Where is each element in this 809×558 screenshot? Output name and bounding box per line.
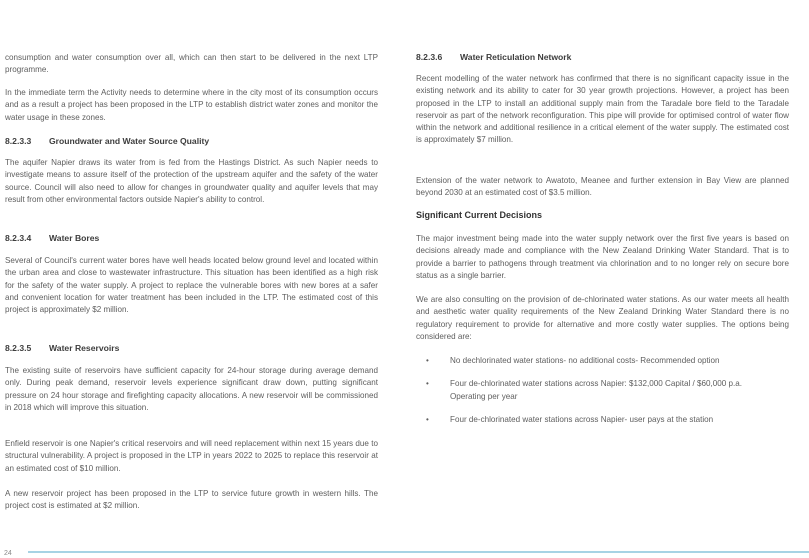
groundwater-paragraph: The aquifer Napier draws its water from is fed from the Hastings District. As such Napier needs to investigate means to assure itself of the protection of the upstream aquifer and the safety of the water source. Council will also need to allow for changes in groundwater quality and aquifer levels that may result from other environmental factors outside Napier's ability to control. <box>5 158 378 204</box>
option-text: No dechlorinated water stations- no additional costs- Recommended option <box>450 356 720 365</box>
footer-divider <box>28 551 809 553</box>
reservoirs-paragraph-2: Enfield reservoir is one Napier's critical reservoirs and will need replacement within next 15 years due to structural vulnerability. A project is proposed in the LTP in years 2022 to 2025 to replace this reservoir at an estimated cost of $10 million. <box>5 439 378 473</box>
decisions-paragraph-2: We are also consulting on the provision of de-chlorinated water stations. As our water meets all health and aesthetic water quality requirements of the New Zealand Drinking Water Standard there is no regulatory requirement to provide for alternative and more costly water supplies. The options being considered are: <box>416 295 789 341</box>
reservoirs-paragraph-3: A new reservoir project has been proposed in the LTP to service future growth in western hills. The project cost is estimated at $2 million. <box>5 489 378 511</box>
option-text: Four de-chlorinated water stations across Napier: $132,000 Capital / $60,000 p.a. Operating per year <box>450 379 742 401</box>
intro-paragraph-2: In the immediate term the Activity needs to determine where in the city most of its consumption occurs and as a result a project has been proposed in the LTP to establish district water zones and monitor the water usage in these zones. <box>5 88 378 122</box>
intro-paragraph-1: consumption and water consumption over all, which can then start to be delivered in the next LTP programme. <box>5 53 378 75</box>
list-item <box>416 355 766 367</box>
section-number: 8.2.3.5 <box>5 343 32 353</box>
bullet-icon: • <box>426 379 429 389</box>
section-heading-8-2-3-6 <box>416 52 571 62</box>
reticulation-paragraph-2: Extension of the water network to Awatoto, Meanee and further extension in Bay View are planned beyond 2030 at an estimated cost of $3.5 million. <box>416 176 789 198</box>
section-title: Water Bores <box>49 233 100 243</box>
section-title: Water Reticulation Network <box>460 52 572 62</box>
section-heading-8-2-3-4 <box>5 233 99 243</box>
option-text: Four de-chlorinated water stations across Napier- user pays at the station <box>450 414 714 424</box>
water-bores-paragraph: Several of Council's current water bores have well heads located below ground level and located within the urban area and close to wastewater infrastructure. This situation has been identified as a high risk for the safety of the water supply. A project to replace the vulnerable bores with new bores at a safer and convenient location for water treatment has been included in the LTP. The estimated cost of this project is approximately $2 million. <box>5 256 378 315</box>
bullet-icon: • <box>426 414 429 424</box>
section-title: Groundwater and Water Source Quality <box>49 136 210 146</box>
list-item <box>416 414 766 426</box>
reticulation-paragraph-1: Recent modelling of the water network has confirmed that there is no significant capacity issue in the existing network and its ability to cater for 30 year growth projections. However, a project has been proposed in the LTP to install an additional supply main from the Taradale bore field to the Taradale reservoir as part of the network reconfiguration. This pipe will provide for optimised control of water flow within the network and additional resilience in a critical element of the water supply. The estimated cost is approximately $7 million. <box>416 74 789 145</box>
section-heading-8-2-3-5 <box>5 343 119 353</box>
bullet-icon: • <box>426 356 429 365</box>
decisions-paragraph-1: The major investment being made into the water supply network over the first five years is based on decisions already made and compliance with the New Zealand Drinking Water Standard. That is to provide a barrier to pathogens through treatment via chlorination and to no longer rely on secure bore status as a single barrier. <box>416 234 789 280</box>
options-list <box>416 355 766 426</box>
section-number: 8.2.3.4 <box>5 233 32 243</box>
section-number: 8.2.3.6 <box>416 52 443 62</box>
section-heading-8-2-3-3 <box>5 136 209 146</box>
page-number: 24 <box>4 550 12 557</box>
list-item <box>416 378 766 403</box>
significant-decisions-heading: Significant Current Decisions <box>416 210 543 220</box>
section-number: 8.2.3.3 <box>5 136 32 146</box>
reservoirs-paragraph-1: The existing suite of reservoirs have sufficient capacity for 24-hour storage during average demand only. During peak demand, reservoir levels experience significant draw down, putting significant pressure on 24 hour storage and firefighting capacity allocations. A new reservoir will be commissioned in 2018 which will improve this situation. <box>5 366 378 412</box>
section-title: Water Reservoirs <box>49 343 120 353</box>
